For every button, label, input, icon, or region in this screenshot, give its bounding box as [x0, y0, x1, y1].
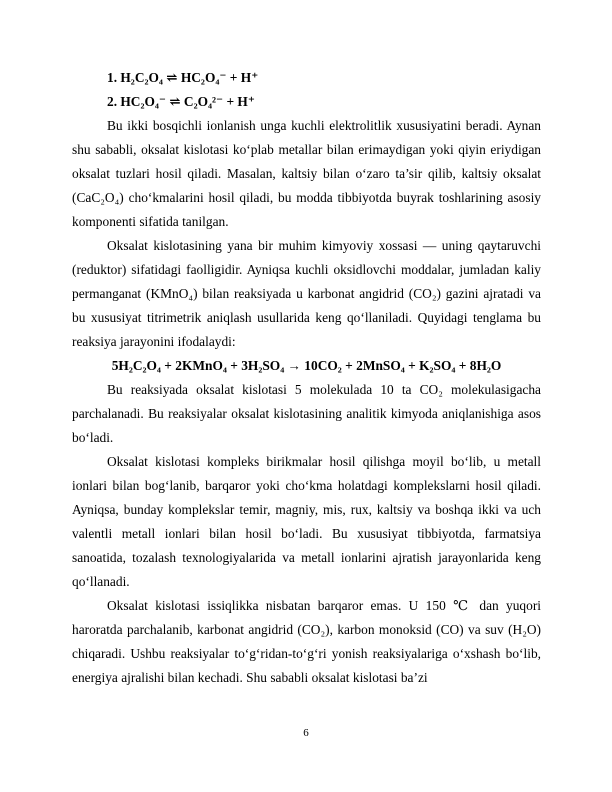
page-content — [72, 66, 541, 690]
ionization-equation-1: 1. H₂C₂O₄ ⇌ HC₂O₄⁻ + H⁺ — [107, 70, 259, 85]
paragraph-complexes: Oksalat kislotasi kompleks birikmalar hosil qilishga moyil bo‘lib, u metall ionlari bilan bog‘lanib, barqaror yoki cho‘kma holatdagi komplekslarni hosil qiladi. Ayniqsa, bunday komplekslar temir, magniy, mis, rux, kaltsiy va boshqa ikki va uch valentli metall ionlari bilan hosil bo‘ladi. Bu xususiyat tibbiyotda, farmatsiya sanoatida, tozalash texnologiyalarida va metall ionlarini ajratish jarayonlarida keng qo‘llanadi. — [72, 454, 541, 589]
paragraph-reaction-analysis: Bu reaksiyada oksalat kislotasi 5 molekulada 10 ta CO₂ molekulasigacha parchalanadi. Bu reaksiyalar oksalat kislotasining analitik kimyoda aniqlanishiga asos bo‘ladi. — [72, 382, 541, 445]
permanganate-reaction-equation: 5H₂C₂O₄ + 2KMnO₄ + 3H₂SO₄ → 10CO₂ + 2MnSO₄ + K₂SO₄ + 8H₂O — [111, 358, 502, 373]
page-number: 6 — [303, 727, 309, 739]
paragraph-electrolyte: Bu ikki bosqichli ionlanish unga kuchli elektrolitlik xususiyatini beradi. Aynan shu sababli, oksalat kislotasi ko‘plab metallar bilan erimaydigan yoki qiyin eriydigan oksalat tuzlari hosil qiladi. Masalan, kaltsiy bilan o‘zaro ta’sir qilib, kaltsiy oksalat (CaC₂O₄) cho‘kmalarini hosil qiladi, bu modda tibbiyotda buyrak toshlarining asosiy komponenti sifatida tanilgan. — [72, 118, 541, 229]
paragraph-reductant: Oksalat kislotasining yana bir muhim kimyoviy xossasi — uning qaytaruvchi (reduktor) sifatidagi faolligidir. Ayniqsa kuchli oksidlovchi moddalar, jumladan kaliy permanganat (KMnO₄) bilan reaksiyada u karbonat angidrid (CO₂) gazini ajratadi va bu xususiyat titrimetrik aniqlash usullarida keng qo‘llaniladi. Quyidagi tenglama bu reaksiya jarayonini ifodalaydi: — [72, 238, 541, 349]
paragraph-thermal-stability: Oksalat kislotasi issiqlikka nisbatan barqaror emas. U 150 ℃ dan yuqori haroratda parchalanib, karbonat angidrid (CO₂), karbon monoksid (CO) va suv (H₂O) chiqaradi. Ushbu reaksiyalar to‘g‘ridan-to‘g‘ri yonish reaksiyalariga o‘xshash bo‘lib, energiya ajralishi bilan kechadi. Shu sababli oksalat kislotasi ba’zi — [72, 598, 541, 685]
ionization-equation-2: 2. HC₂O₄⁻ ⇌ C₂O₄²⁻ + H⁺ — [107, 94, 255, 109]
